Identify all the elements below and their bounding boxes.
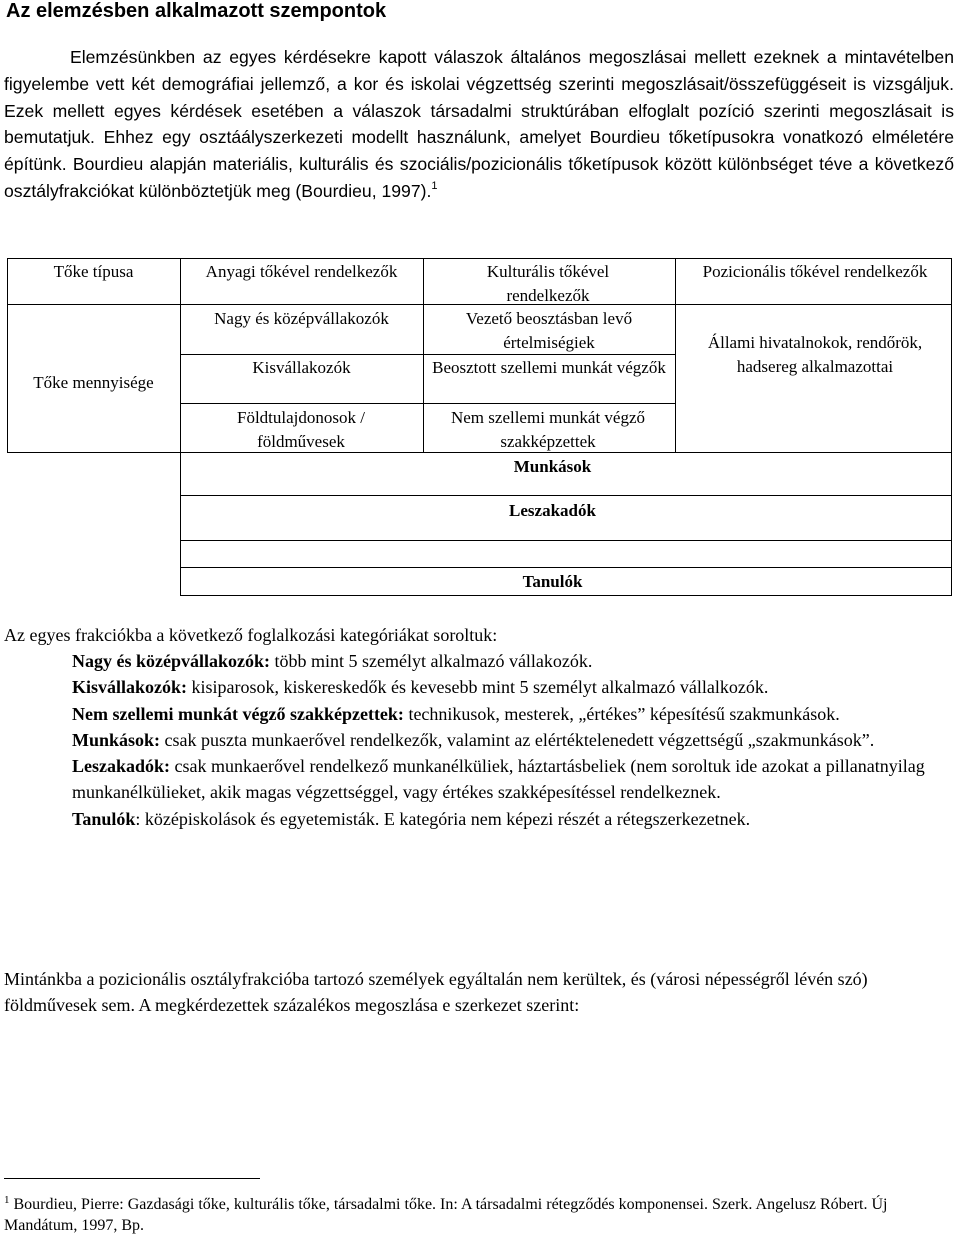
definition-item bbox=[72, 806, 954, 832]
cell-dropouts: Leszakadók bbox=[509, 501, 596, 520]
table-left-border bbox=[7, 258, 8, 453]
definition-desc: több mint 5 személyt alkalmazó vállakozók. bbox=[270, 651, 593, 671]
class-structure-table bbox=[0, 0, 960, 600]
cell-leading-intellectuals: Vezető beosztásban levő értelmiségiek bbox=[465, 309, 633, 352]
table-row-divider bbox=[180, 403, 675, 404]
row-label-capital-amount: Tőke mennyisége bbox=[33, 373, 154, 392]
section-heading: Az elemzésben alkalmazott szempontok bbox=[6, 0, 387, 22]
table-row-divider bbox=[180, 595, 952, 596]
cell-white-collar-employees: Beosztott szellemi munkát végzők bbox=[432, 358, 666, 377]
definition-desc: csak munkaerővel rendelkező munkanélküliek, háztartásbeliek (nem soroltuk ide azokat a pillanatnyilag munkanélkülieket, akik magas végzettséggel, vagy értékes szakképesítéssel rendelkeznek. bbox=[72, 756, 925, 803]
table-row-divider bbox=[180, 540, 952, 541]
cell-students: Tanulók bbox=[522, 572, 583, 591]
cell-small-entrepreneurs: Kisvállakozók bbox=[252, 358, 351, 377]
footnote-text: Bourdieu, Pierre: Gazdasági tőke, kulturális tőke, társadalmi tőke. In: A társadalmi rétegződés komponensei. Szerk. Angelusz Róbert. Új Mandátum, 1997, Bp. bbox=[4, 1196, 888, 1234]
cell-state-officials: Állami hivatalnokok, rendőrök, hadsereg alkalmazottai bbox=[707, 333, 923, 376]
table-right-border bbox=[951, 567, 952, 596]
table-right-border bbox=[951, 495, 952, 541]
definition-term: Tanulók bbox=[72, 808, 136, 829]
cell-workers: Munkások bbox=[513, 457, 592, 476]
definition-desc: csak puszta munkaerővel rendelkezők, valamint az elértéktelenedett végzettségű „szakmunkások”. bbox=[160, 729, 875, 750]
definition-item bbox=[72, 727, 954, 753]
table-row-divider bbox=[180, 567, 952, 568]
definition-desc: kisiparosok, kiskereskedők és kevesebb mint 5 személyt alkalmazó vállalkozók. bbox=[187, 677, 769, 698]
category-definitions bbox=[72, 648, 954, 832]
footnote-number: 1 bbox=[4, 1194, 10, 1206]
header-material-capital: Anyagi tőkével rendelkezők bbox=[205, 262, 398, 281]
definition-term: Nem szellemi munkát végző szakképzettek: bbox=[72, 703, 404, 724]
categories-intro: Az egyes frakciókba a következő foglalkozási kategóriákat soroltuk: bbox=[4, 625, 498, 645]
definition-term: Munkások: bbox=[72, 729, 161, 750]
table-top-border bbox=[7, 258, 952, 259]
intro-text: Elemzésünkben az egyes kérdésekre kapott válaszok általános megoszlásai mellett ezeknek a mintavételben figyelembe vett két demográfiai jellemző, a kor és iskolai végzettség szerinti megoszlásait/összefüggéseit is vizsgáljuk. Ezek mellett egyes kérdések esetében a válaszok társadalmi struktúrában elfoglalt pozíció szerinti megoszlásait is bemutatjuk. Ehhez egy osztáályszerkezeti modellt használunk, amelyet Bourdieu tőketípusokra vonatkozó elméletére építünk. Bourdieu alapján materiális, kulturális és szociális/pozicionális tőketípusok között különbséget téve a következő osztályfrakciókat különböztetjük meg (Bourdieu, 1997). bbox=[4, 47, 954, 201]
definition-desc: technikusok, mesterek, „értékes” képesítésű szakmunkások. bbox=[403, 703, 840, 724]
definition-item bbox=[72, 648, 954, 674]
footnote-separator bbox=[4, 1178, 260, 1179]
table-right-border bbox=[951, 258, 952, 596]
definition-item bbox=[72, 674, 954, 700]
header-cultural-capital: Kulturális tőkével rendelkezők bbox=[486, 262, 610, 305]
closing-paragraph: Mintánkba a pozicionális osztályfrakcióba tartozó személyek egyáltalán nem kerültek, és (városi népességről lévén szó) földművesek sem. A megkérdezettek százalékos megoszlása e szerkezet szerint: bbox=[4, 969, 868, 1016]
cell-landowners-farmers: Földtulajdonosok / földművesek bbox=[237, 408, 365, 451]
definition-desc: : középiskolások és egyetemisták. E kategória nem képezi részét a rétegszerkezetnek. bbox=[135, 808, 751, 829]
table-column-divider bbox=[423, 258, 424, 453]
definition-term: Nagy és középvállakozók: bbox=[72, 651, 270, 671]
definition-item bbox=[72, 701, 954, 727]
definition-term: Kisvállakozók: bbox=[72, 677, 188, 698]
cell-skilled-manual-workers: Nem szellemi munkát végző szakképzettek bbox=[450, 408, 646, 451]
table-column-divider bbox=[675, 258, 676, 453]
table-row-divider bbox=[180, 495, 952, 496]
footnote bbox=[4, 1194, 934, 1236]
footnote-reference[interactable]: 1 bbox=[431, 179, 438, 192]
cell-large-medium-entrepreneurs: Nagy és középvállakozók bbox=[214, 309, 389, 328]
header-positional-capital: Pozicionális tőkével rendelkezők bbox=[702, 262, 928, 281]
definition-item bbox=[72, 753, 954, 806]
header-capital-type: Tőke típusa bbox=[53, 262, 134, 281]
definition-term: Leszakadók: bbox=[72, 756, 171, 777]
